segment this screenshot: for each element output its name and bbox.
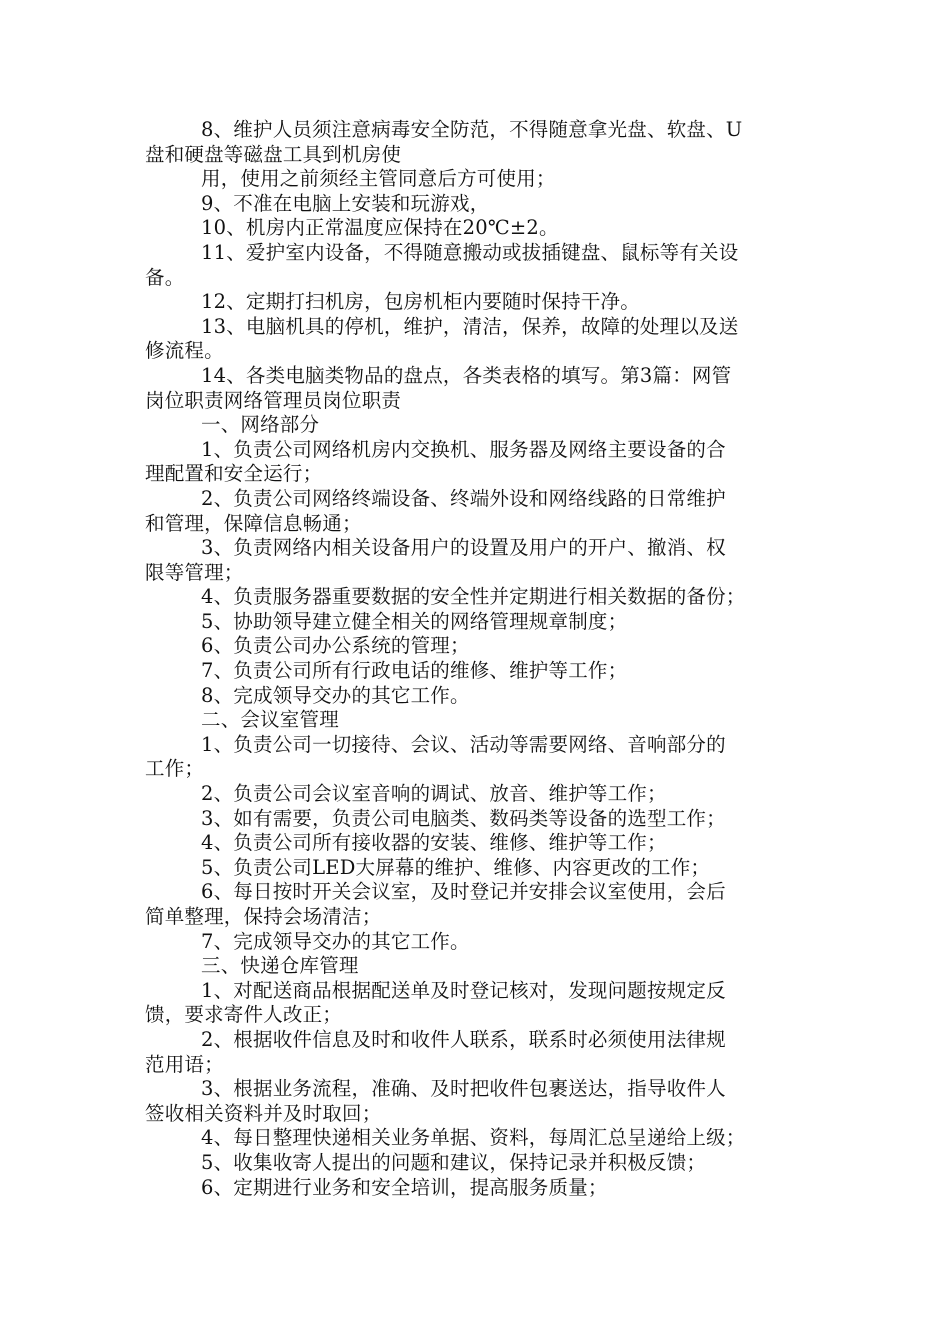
- text-line: 5、收集收寄人提出的问题和建议，保持记录并积极反馈；: [201, 1150, 707, 1174]
- text-line: 3、负责网络内相关设备用户的设置及用户的开户、撤消、权: [201, 536, 726, 560]
- text-line: 理配置和安全运行；: [145, 462, 323, 486]
- text-line: 2、负责公司网络终端设备、终端外设和网络线路的日常维护: [201, 486, 726, 510]
- text-line: 工作；: [145, 757, 205, 781]
- text-line: 12、定期打扫机房，包房机柜内要随时保持干净。: [201, 290, 640, 314]
- text-line: 6、每日按时开关会议室，及时登记并安排会议室使用，会后: [201, 880, 726, 904]
- text-line: 馈，要求寄件人改正；: [145, 1003, 343, 1027]
- text-line: 三、快递仓库管理: [201, 954, 359, 978]
- text-line: 4、每日整理快递相关业务单据、资料，每周汇总呈递给上级；: [201, 1126, 746, 1150]
- text-line: 4、负责公司所有接收器的安装、维修、维护等工作；: [201, 831, 667, 855]
- text-line: 6、负责公司办公系统的管理；: [201, 634, 470, 658]
- text-line: 盘和硬盘等磁盘工具到机房使: [145, 142, 402, 166]
- text-line: 一、网络部分: [201, 413, 320, 437]
- text-line: 1、负责公司网络机房内交换机、服务器及网络主要设备的合: [201, 437, 726, 461]
- text-line: 6、定期进行业务和安全培训，提高服务质量；: [201, 1175, 608, 1199]
- text-line: 简单整理，保持会场清洁；: [145, 905, 382, 928]
- text-line: 3、如有需要，负责公司电脑类、数码类等设备的选型工作；: [201, 806, 726, 830]
- text-line: 2、根据收件信息及时和收件人联系，联系时必须使用法律规: [201, 1027, 726, 1051]
- text-line: 8、完成领导交办的其它工作。: [201, 683, 470, 707]
- text-line: 9、不准在电脑上安装和玩游戏，: [201, 191, 490, 215]
- text-line: 10、机房内正常温度应保持在20℃±2。: [201, 216, 559, 240]
- text-line: 14、各类电脑类物品的盘点，各类表格的填写。第3篇：网管: [201, 363, 732, 387]
- text-line: 用，使用之前须经主管同意后方可使用；: [201, 167, 556, 191]
- text-line: 8、维护人员须注意病毒安全防范，不得随意拿光盘、软盘、U: [201, 118, 743, 141]
- text-line: 3、根据业务流程，准确、及时把收件包裹送达，指导收件人: [201, 1077, 726, 1101]
- text-line: 和管理，保障信息畅通；: [145, 511, 362, 535]
- text-line: 4、负责服务器重要数据的安全性并定期进行相关数据的备份；: [201, 585, 746, 609]
- text-line: 二、会议室管理: [201, 708, 339, 732]
- text-line: 1、对配送商品根据配送单及时登记核对，发现问题按规定反: [201, 978, 726, 1002]
- text-line: 限等管理；: [145, 560, 244, 584]
- text-line: 修流程。: [145, 339, 224, 363]
- text-line: 备。: [145, 265, 185, 289]
- text-line: 范用语；: [145, 1052, 224, 1076]
- document-page: [145, 118, 810, 1200]
- text-line: 5、负责公司LED大屏幕的维护、维修、内容更改的工作；: [201, 855, 711, 879]
- text-line: 5、协助领导建立健全相关的网络管理规章制度；: [201, 609, 628, 633]
- text-line: 13、电脑机具的停机，维护，清洁，保养，故障的处理以及送: [201, 314, 739, 338]
- text-line: 1、负责公司一切接待、会议、活动等需要网络、音响部分的: [201, 732, 726, 756]
- text-line: 签收相关资料并及时取回；: [145, 1101, 382, 1125]
- text-line: 7、负责公司所有行政电话的维修、维护等工作；: [201, 659, 628, 683]
- text-line: 2、负责公司会议室音响的调试、放音、维护等工作；: [201, 782, 667, 806]
- text-line: 11、爱护室内设备，不得随意搬动或拔插键盘、鼠标等有关设: [201, 240, 739, 264]
- text-line: 7、完成领导交办的其它工作。: [201, 929, 470, 953]
- text-line: 岗位职责网络管理员岗位职责: [145, 388, 402, 412]
